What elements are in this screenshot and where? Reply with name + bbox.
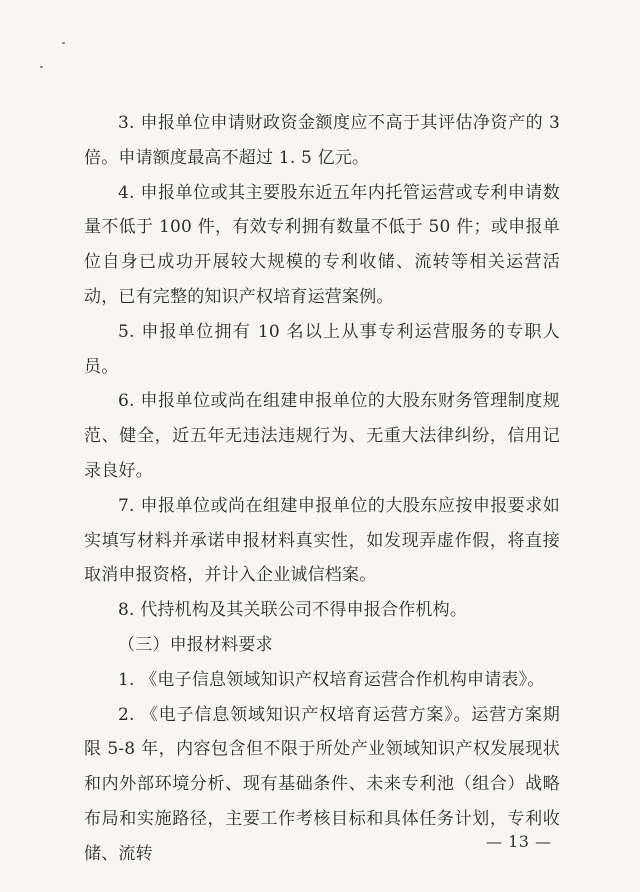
scan-artifact bbox=[40, 66, 43, 68]
paragraph-item-8: 8. 代持机构及其关联公司不得申报合作机构。 bbox=[118, 600, 468, 621]
scan-artifact bbox=[62, 42, 65, 44]
paragraph-item-5: 5. 申报单位拥有 10 名以上从事专利运营服务的专职人员。 bbox=[84, 321, 560, 377]
requirement-item-2: 2. 《电子信息领域知识产权培育运营方案》。运营方案期限 5-8 年，内容包含但不限于所处产业领域知识产权发展现状和内外部环境分析、现有基础条件、未来专利池（组合）战略布局和实施路径，主要工作考核目标和具体任务计划，专利收储、流转 bbox=[84, 704, 560, 864]
paragraph-item-6: 6. 申报单位或尚在组建申报单位的大股东财务管理制度规范、健全，近五年无违法违规行为、无重大法律纠纷，信用记录良好。 bbox=[84, 391, 560, 481]
requirement-item-1: 1. 《电子信息领域知识产权培育运营合作机构申请表》。 bbox=[118, 669, 545, 690]
page-number: — 13 — bbox=[486, 832, 552, 851]
document-body bbox=[84, 106, 560, 872]
section-heading: （三）申报材料要求 bbox=[118, 634, 273, 655]
paragraph-item-7: 7. 申报单位或尚在组建申报单位的大股东应按申报要求如实填写材料并承诺申报材料真实性，如发现弄虚作假，将直接取消申报资格，并计入企业诚信档案。 bbox=[84, 495, 560, 586]
paragraph-item-4: 4. 申报单位或其主要股东近五年内托管运营或专利申请数量不低于 100 件，有效专利拥有数量不低于 50 件；或申报单位自身已成功开展较大规模的专利收储、流转等相关运营活动，已有完整的知识产权培育运营案例。 bbox=[84, 182, 560, 307]
paragraph-item-3: 3. 申报单位申请财政资金额度应不高于其评估净资产的 3 倍。申请额度最高不超过 1. 5 亿元。 bbox=[84, 113, 560, 168]
